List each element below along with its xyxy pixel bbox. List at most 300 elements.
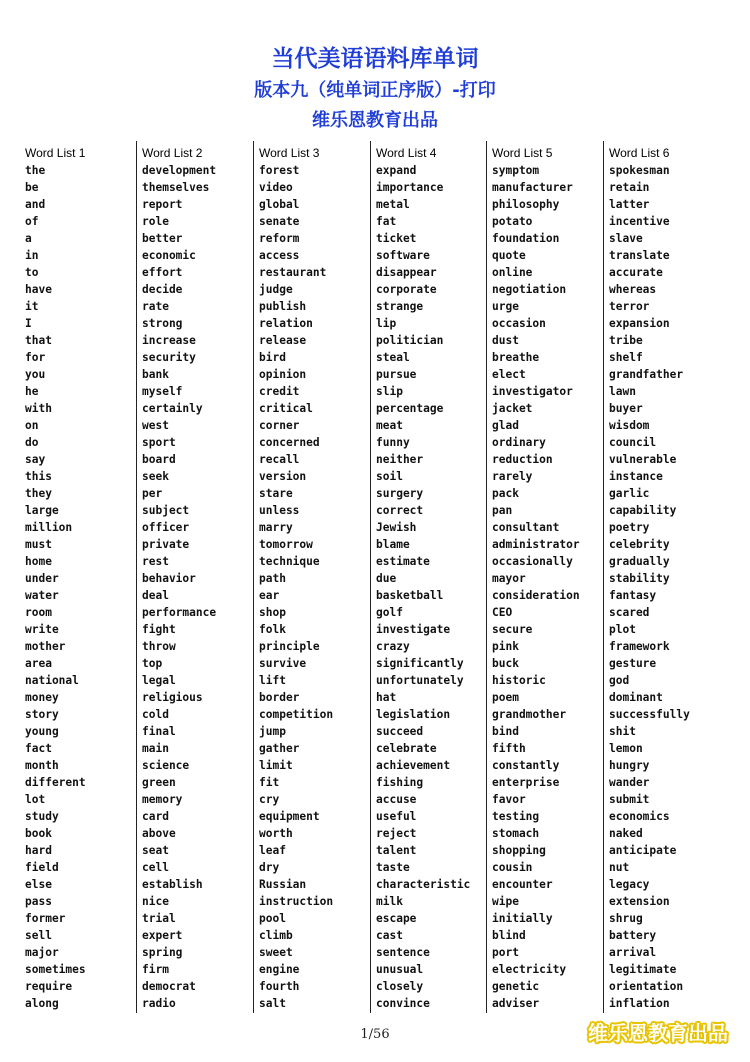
word-item: blind	[492, 929, 526, 942]
word-item: stability	[609, 572, 670, 585]
word-list	[259, 162, 333, 1012]
word-item: mayor	[492, 572, 526, 585]
word-item: officer	[142, 521, 190, 534]
word-item: bind	[492, 725, 519, 738]
word-item: breathe	[492, 351, 540, 364]
word-item: establish	[142, 878, 203, 891]
word-item: and	[25, 198, 46, 211]
word-item: path	[259, 572, 286, 585]
word-item: translate	[609, 249, 670, 262]
word-item: role	[142, 215, 169, 228]
word-item: board	[142, 453, 176, 466]
word-item: folk	[259, 623, 286, 636]
word-item: taste	[376, 861, 410, 874]
word-item: credit	[259, 385, 300, 398]
word-item: the	[25, 164, 46, 177]
word-item: escape	[376, 912, 417, 925]
word-item: cell	[142, 861, 169, 874]
word-item: unfortunately	[376, 674, 464, 687]
word-item: he	[25, 385, 39, 398]
word-list-heading: Word List 3	[259, 146, 320, 160]
word-item: private	[142, 538, 190, 551]
word-item: convince	[376, 997, 430, 1010]
word-item: consultant	[492, 521, 560, 534]
word-item: lift	[259, 674, 286, 687]
word-item: secure	[492, 623, 533, 636]
word-item: else	[25, 878, 52, 891]
word-item: decide	[142, 283, 183, 296]
word-item: sport	[142, 436, 176, 449]
word-item: symptom	[492, 164, 540, 177]
document-subtitle: 版本九（纯单词正序版）-打印	[254, 80, 496, 101]
word-item: legislation	[376, 708, 451, 721]
word-item: national	[25, 674, 79, 687]
word-item: firm	[142, 963, 169, 976]
word-item: arrival	[609, 946, 657, 959]
word-item: corporate	[376, 283, 437, 296]
word-item: shopping	[492, 844, 546, 857]
word-item: quote	[492, 249, 526, 262]
word-item: access	[259, 249, 300, 262]
word-item: climb	[259, 929, 293, 942]
word-item: they	[25, 487, 52, 500]
word-item: rest	[142, 555, 169, 568]
word-item: crazy	[376, 640, 410, 653]
word-item: on	[25, 419, 39, 432]
word-item: lip	[376, 317, 397, 330]
word-item: shelf	[609, 351, 643, 364]
word-item: development	[142, 164, 217, 177]
word-item: corner	[259, 419, 300, 432]
word-item: myself	[142, 385, 183, 398]
page-number: 1/56	[360, 1027, 390, 1042]
word-item: room	[25, 606, 52, 619]
word-item: constantly	[492, 759, 560, 772]
producer-line: 维乐恩教育出品	[312, 110, 438, 131]
document-title: 当代美语语料库单词	[271, 46, 479, 72]
word-item: have	[25, 283, 52, 296]
word-item: report	[142, 198, 183, 211]
word-item: stare	[259, 487, 293, 500]
word-item: achievement	[376, 759, 451, 772]
word-item: adviser	[492, 997, 540, 1010]
word-item: sentence	[376, 946, 430, 959]
word-item: enterprise	[492, 776, 560, 789]
word-item: slave	[609, 232, 643, 245]
word-list-columns	[0, 141, 750, 1013]
word-item: celebrity	[609, 538, 670, 551]
word-item: inflation	[609, 997, 670, 1010]
word-item: lemon	[609, 742, 643, 755]
word-list	[492, 162, 580, 1012]
word-item: succeed	[376, 725, 424, 738]
word-item: radio	[142, 997, 176, 1010]
word-item: security	[142, 351, 196, 364]
word-item: jump	[259, 725, 286, 738]
word-item: version	[259, 470, 307, 483]
word-item: fight	[142, 623, 176, 636]
word-item: deal	[142, 589, 169, 602]
word-item: neither	[376, 453, 424, 466]
word-item: seek	[142, 470, 169, 483]
word-item: hard	[25, 844, 52, 857]
word-item: publish	[259, 300, 307, 313]
word-item: potato	[492, 215, 533, 228]
word-item: fantasy	[609, 589, 657, 602]
word-item: hat	[376, 691, 397, 704]
word-item: legacy	[609, 878, 650, 891]
word-item: global	[259, 198, 300, 211]
word-item: genetic	[492, 980, 540, 993]
word-item: must	[25, 538, 52, 551]
word-item: border	[259, 691, 300, 704]
word-item: correct	[376, 504, 424, 517]
word-item: west	[142, 419, 169, 432]
word-item: buck	[492, 657, 519, 670]
word-item: initially	[492, 912, 553, 925]
word-item: video	[259, 181, 293, 194]
word-item: garlic	[609, 487, 650, 500]
word-item: submit	[609, 793, 650, 806]
word-item: urge	[492, 300, 519, 313]
word-item: cry	[259, 793, 280, 806]
word-item: this	[25, 470, 52, 483]
word-item: favor	[492, 793, 526, 806]
word-item: top	[142, 657, 163, 670]
word-item: cold	[142, 708, 169, 721]
word-item: wisdom	[609, 419, 650, 432]
word-item: cast	[376, 929, 403, 942]
word-item: book	[25, 827, 52, 840]
word-item: historic	[492, 674, 546, 687]
word-item: fit	[259, 776, 280, 789]
word-item: say	[25, 453, 46, 466]
word-item: vulnerable	[609, 453, 677, 466]
word-item: terror	[609, 300, 650, 313]
word-item: characteristic	[376, 878, 471, 891]
word-item: poem	[492, 691, 519, 704]
word-item: performance	[142, 606, 217, 619]
word-item: expert	[142, 929, 183, 942]
word-item: of	[25, 215, 39, 228]
word-item: ordinary	[492, 436, 546, 449]
word-item: engine	[259, 963, 300, 976]
word-item: pink	[492, 640, 519, 653]
word-item: extension	[609, 895, 670, 908]
word-item: spring	[142, 946, 183, 959]
word-list-heading: Word List 2	[142, 146, 203, 160]
word-item: talent	[376, 844, 417, 857]
word-list	[25, 162, 86, 1012]
word-item: shit	[609, 725, 636, 738]
word-item: occasion	[492, 317, 546, 330]
word-item: useful	[376, 810, 417, 823]
word-item: CEO	[492, 606, 513, 619]
word-item: unless	[259, 504, 300, 517]
word-item: senate	[259, 215, 300, 228]
word-item: fifth	[492, 742, 526, 755]
word-item: orientation	[609, 980, 684, 993]
word-item: pursue	[376, 368, 417, 381]
word-item: area	[25, 657, 52, 670]
word-item: unusual	[376, 963, 424, 976]
word-item: funny	[376, 436, 410, 449]
word-item: tribe	[609, 334, 643, 347]
word-item: software	[376, 249, 430, 262]
word-item: young	[25, 725, 59, 738]
word-item: council	[609, 436, 657, 449]
word-item: effort	[142, 266, 183, 279]
word-item: increase	[142, 334, 196, 347]
word-item: money	[25, 691, 59, 704]
word-item: democrat	[142, 980, 196, 993]
word-item: reduction	[492, 453, 553, 466]
word-item: hungry	[609, 759, 650, 772]
word-item: sweet	[259, 946, 293, 959]
word-item: soil	[376, 470, 403, 483]
word-item: release	[259, 334, 307, 347]
word-item: estimate	[376, 555, 430, 568]
word-item: nice	[142, 895, 169, 908]
word-item: expand	[376, 164, 417, 177]
word-item: rate	[142, 300, 169, 313]
word-item: study	[25, 810, 59, 823]
word-list	[142, 162, 216, 1012]
word-list	[376, 162, 470, 1012]
word-item: anticipate	[609, 844, 677, 857]
word-item: elect	[492, 368, 526, 381]
word-item: plot	[609, 623, 636, 636]
word-item: surgery	[376, 487, 424, 500]
word-item: steal	[376, 351, 410, 364]
word-item: above	[142, 827, 176, 840]
word-item: former	[25, 912, 66, 925]
word-list-column-4	[370, 141, 487, 1013]
word-item: per	[142, 487, 163, 500]
word-item: manufacturer	[492, 181, 573, 194]
word-item: survive	[259, 657, 307, 670]
word-item: forest	[259, 164, 300, 177]
word-item: leaf	[259, 844, 286, 857]
word-item: investigator	[492, 385, 573, 398]
word-item: occasionally	[492, 555, 573, 568]
word-item: green	[142, 776, 176, 789]
word-item: pool	[259, 912, 286, 925]
word-list-column-2	[136, 141, 253, 1013]
word-item: lawn	[609, 385, 636, 398]
word-item: pan	[492, 504, 513, 517]
word-item: write	[25, 623, 59, 636]
word-item: fourth	[259, 980, 300, 993]
word-item: framework	[609, 640, 670, 653]
word-list-column-3	[253, 141, 370, 1013]
word-item: jacket	[492, 402, 533, 415]
word-item: accurate	[609, 266, 663, 279]
word-item: I	[25, 317, 32, 330]
word-item: disappear	[376, 266, 437, 279]
word-item: subject	[142, 504, 190, 517]
word-item: electricity	[492, 963, 567, 976]
word-item: month	[25, 759, 59, 772]
word-item: strange	[376, 300, 424, 313]
word-item: legal	[142, 674, 176, 687]
word-item: consideration	[492, 589, 580, 602]
word-item: buyer	[609, 402, 643, 415]
word-item: Jewish	[376, 521, 417, 534]
word-item: expansion	[609, 317, 670, 330]
word-item: whereas	[609, 283, 657, 296]
word-item: water	[25, 589, 59, 602]
word-item: gradually	[609, 555, 670, 568]
word-item: dominant	[609, 691, 663, 704]
word-item: concerned	[259, 436, 320, 449]
word-list-heading: Word List 4	[376, 146, 437, 160]
word-item: with	[25, 402, 52, 415]
word-item: slip	[376, 385, 403, 398]
word-item: retain	[609, 181, 650, 194]
word-item: restaurant	[259, 266, 327, 279]
word-item: behavior	[142, 572, 196, 585]
word-item: to	[25, 266, 39, 279]
word-item: science	[142, 759, 190, 772]
word-list-heading: Word List 6	[609, 146, 670, 160]
word-item: closely	[376, 980, 424, 993]
word-item: successfully	[609, 708, 690, 721]
word-item: milk	[376, 895, 403, 908]
word-item: lot	[25, 793, 46, 806]
word-item: pack	[492, 487, 519, 500]
word-item: bird	[259, 351, 286, 364]
word-item: reject	[376, 827, 417, 840]
word-list-column-1	[0, 141, 117, 1013]
word-item: shrug	[609, 912, 643, 925]
word-item: marry	[259, 521, 293, 534]
word-item: along	[25, 997, 59, 1010]
word-item: home	[25, 555, 52, 568]
word-item: economics	[609, 810, 670, 823]
word-item: million	[25, 521, 73, 534]
word-item: legitimate	[609, 963, 677, 976]
word-item: grandmother	[492, 708, 567, 721]
word-item: significantly	[376, 657, 464, 670]
word-item: trial	[142, 912, 176, 925]
word-item: celebrate	[376, 742, 437, 755]
word-item: story	[25, 708, 59, 721]
word-item: scared	[609, 606, 650, 619]
word-item: grandfather	[609, 368, 684, 381]
word-item: due	[376, 572, 397, 585]
word-item: require	[25, 980, 73, 993]
word-list-column-5	[486, 141, 603, 1013]
word-item: latter	[609, 198, 650, 211]
word-list-heading: Word List 5	[492, 146, 553, 160]
word-item: field	[25, 861, 59, 874]
word-item: opinion	[259, 368, 307, 381]
word-item: it	[25, 300, 39, 313]
word-item: spokesman	[609, 164, 670, 177]
word-item: naked	[609, 827, 643, 840]
word-item: fishing	[376, 776, 424, 789]
word-item: judge	[259, 283, 293, 296]
word-item: testing	[492, 810, 540, 823]
word-item: card	[142, 810, 169, 823]
word-item: religious	[142, 691, 203, 704]
word-item: online	[492, 266, 533, 279]
word-item: mother	[25, 640, 66, 653]
word-item: economic	[142, 249, 196, 262]
word-list-column-6	[603, 141, 720, 1013]
word-item: encounter	[492, 878, 553, 891]
word-item: competition	[259, 708, 334, 721]
word-item: ticket	[376, 232, 417, 245]
word-item: battery	[609, 929, 657, 942]
word-item: incentive	[609, 215, 670, 228]
word-item: foundation	[492, 232, 560, 245]
word-item: relation	[259, 317, 313, 330]
word-item: god	[609, 674, 630, 687]
word-item: nut	[609, 861, 630, 874]
word-item: wipe	[492, 895, 519, 908]
word-item: golf	[376, 606, 403, 619]
word-item: meat	[376, 419, 403, 432]
word-item: shop	[259, 606, 286, 619]
word-item: salt	[259, 997, 286, 1010]
word-item: themselves	[142, 181, 210, 194]
word-item: wander	[609, 776, 650, 789]
word-item: recall	[259, 453, 300, 466]
word-item: do	[25, 436, 39, 449]
word-item: you	[25, 368, 46, 381]
word-item: better	[142, 232, 183, 245]
word-item: in	[25, 249, 39, 262]
word-item: cousin	[492, 861, 533, 874]
word-item: principle	[259, 640, 320, 653]
word-item: seat	[142, 844, 169, 857]
word-item: basketball	[376, 589, 444, 602]
word-item: throw	[142, 640, 176, 653]
word-item: port	[492, 946, 519, 959]
word-item: metal	[376, 198, 410, 211]
word-item: for	[25, 351, 46, 364]
word-item: memory	[142, 793, 183, 806]
word-item: stomach	[492, 827, 540, 840]
word-item: fact	[25, 742, 52, 755]
word-item: certainly	[142, 402, 203, 415]
word-item: main	[142, 742, 169, 755]
word-item: reform	[259, 232, 300, 245]
word-item: fat	[376, 215, 397, 228]
word-item: capability	[609, 504, 677, 517]
word-item: importance	[376, 181, 444, 194]
word-item: blame	[376, 538, 410, 551]
word-item: pass	[25, 895, 52, 908]
word-item: tomorrow	[259, 538, 313, 551]
word-item: under	[25, 572, 59, 585]
word-item: negotiation	[492, 283, 567, 296]
word-item: Russian	[259, 878, 307, 891]
word-item: dry	[259, 861, 280, 874]
word-item: critical	[259, 402, 313, 415]
word-item: investigate	[376, 623, 451, 636]
word-list	[609, 162, 690, 1012]
word-item: administrator	[492, 538, 580, 551]
word-item: sometimes	[25, 963, 86, 976]
word-item: dust	[492, 334, 519, 347]
word-item: percentage	[376, 402, 444, 415]
word-item: strong	[142, 317, 183, 330]
word-item: instance	[609, 470, 663, 483]
word-item: philosophy	[492, 198, 560, 211]
